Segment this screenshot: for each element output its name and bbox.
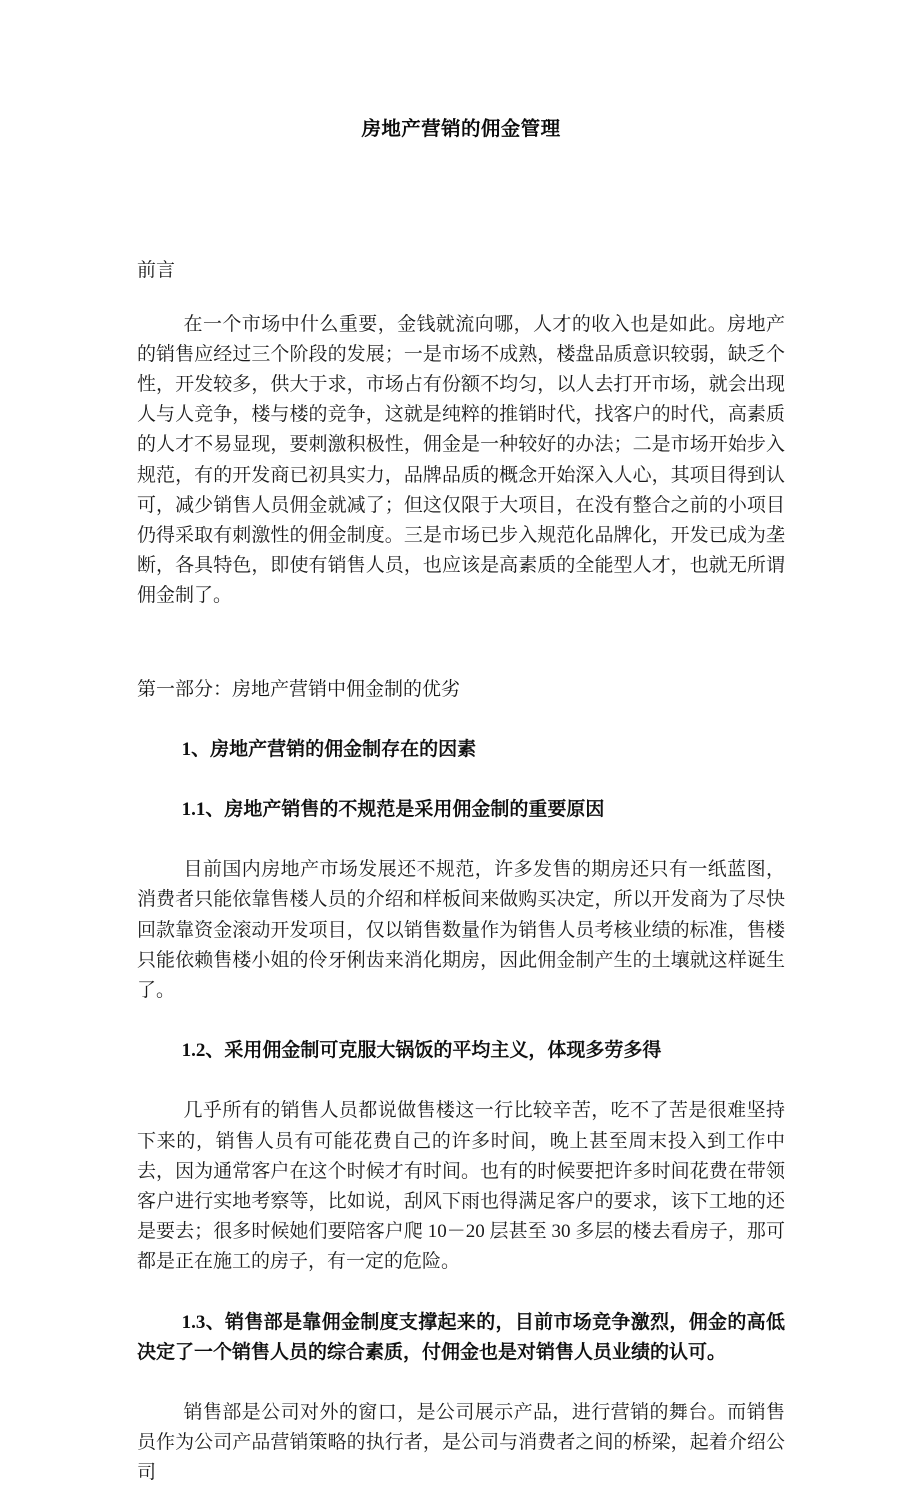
spacer-after-section-1-2 [137, 1066, 785, 1096]
page-title: 房地产营销的佣金管理 [361, 118, 561, 140]
spacer-after-section-1-1 [137, 825, 785, 855]
spacer-before-section-1-2 [137, 1006, 785, 1036]
preface-paragraph: 在一个市场中什么重要，金钱就流向哪，人才的收入也是如此。房地产的销售应经过三个阶段的发展；一是市场不成熟，楼盘品质意识较弱，缺乏个性，开发较多，供大于求，市场占有份额不均匀，以人去打开市场，就会出现人与人竞争，楼与楼的竞争，这就是纯粹的推销时代，找客户的时代，高素质的人才不易显现，要刺激积极性，佣金是一种较好的办法；二是市场开始步入规范，有的开发商已初具实力，品牌品质的概念开始深入人心，其项目得到认可，减少销售人员佣金就减了；但这仅限于大项目，在没有整合之前的小项目仍得采取有刺激性的佣金制度。三是市场已步入规范化品牌化，开发已成为垄断，各具特色，即使有销售人员，也应该是高素质的全能型人才，也就无所谓佣金制了。 [137, 313, 785, 607]
heading-part-one: 第一部分：房地产营销中佣金制的优劣 [137, 678, 461, 700]
paragraph-section-1-2: 几乎所有的销售人员都说做售楼这一行比较辛苦，吃不了苦是很难坚持下来的，销售人员有可能花费自己的许多时间，晚上甚至周末投入到工作中去，因为通常客户在这个时候才有时间。也有的时候要把许多时间花费在带领客户进行实地考察等，比如说，刮风下雨也得满足客户的要求，该下工地的还是要去；很多时候她们要陪客户爬 10－20 层甚至 30 多层的楼去看房子，那可都是正在施工的房子，有一定的危险。 [137, 1100, 785, 1273]
preface-heading: 前言 [137, 260, 176, 282]
spacer-after-part-one [137, 705, 785, 735]
spacer-before-section-1-3 [137, 1278, 785, 1308]
spacer-after-title [137, 141, 785, 256]
heading-section-1-3: 1.3、销售部是靠佣金制度支撑起来的，目前市场竞争激烈，佣金的高低决定了一个销售人员的综合素质，付佣金也是对销售人员业绩的认可。 [137, 1311, 785, 1363]
spacer-before-part-one [137, 612, 785, 675]
spacer-after-preface-heading [137, 287, 785, 310]
heading-section-1: 1、房地产营销的佣金制存在的因素 [181, 738, 477, 760]
paragraph-section-1-3: 销售部是公司对外的窗口，是公司展示产品，进行营销的舞台。而销售员作为公司产品营销策略的执行者，是公司与消费者之间的桥梁，起着介绍公司 [137, 1402, 785, 1484]
heading-section-1-2: 1.2、采用佣金制可克服大锅饭的平均主义，体现多劳多得 [181, 1040, 662, 1062]
document-content [137, 0, 785, 1489]
heading-section-1-1: 1.1、房地产销售的不规范是采用佣金制的重要原因 [181, 799, 605, 821]
spacer-after-section-1-3 [137, 1368, 785, 1398]
paragraph-section-1-1: 目前国内房地产市场发展还不规范，许多发售的期房还只有一纸蓝图，消费者只能依靠售楼人员的介绍和样板间来做购买决定，所以开发商为了尽快回款靠资金滚动开发项目，仅以销售数量作为销售人员考核业绩的标准，售楼只能依赖售楼小姐的伶牙俐齿来消化期房，因此佣金制产生的土壤就这样诞生了。 [137, 859, 785, 1002]
spacer-after-section-1 [137, 765, 785, 795]
